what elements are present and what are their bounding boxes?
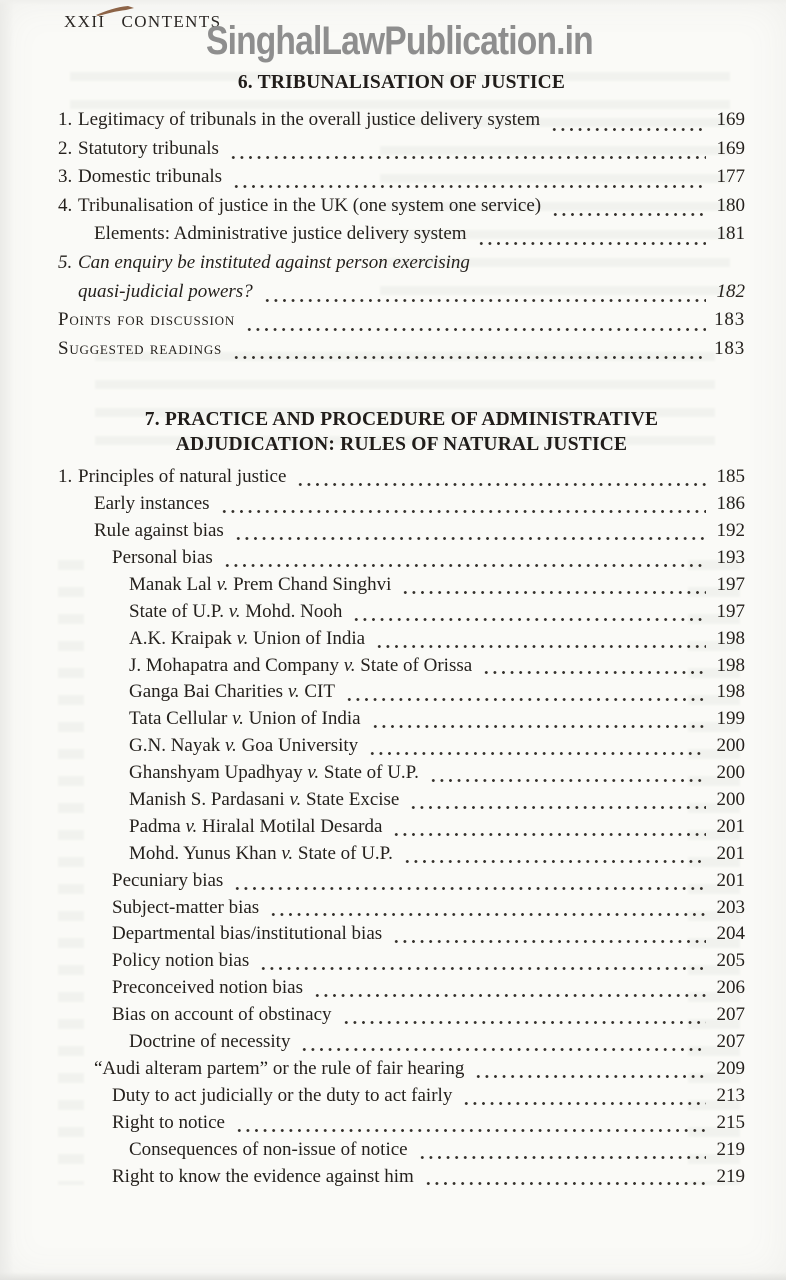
toc-entry-page: 193 (716, 547, 745, 569)
toc-entry-label: Right to notice (112, 1111, 225, 1133)
dot-leader (229, 156, 706, 159)
dot-leader (368, 752, 706, 755)
versus-abbrev: v. (307, 762, 320, 784)
toc-entry-label: Bias on account of obstinacy (112, 1004, 332, 1026)
dot-leader (371, 725, 706, 728)
dot-leader (232, 356, 706, 359)
dot-leader (220, 510, 706, 513)
toc-entry (58, 628, 745, 655)
dot-leader (551, 213, 706, 216)
toc-entry-label: Duty to act judicially or the duty to act fairly (112, 1084, 453, 1106)
dot-leader (392, 833, 706, 836)
dot-leader (296, 483, 706, 486)
dot-leader (263, 299, 706, 302)
toc-entry (58, 843, 745, 870)
toc-entry-number: 1. (58, 109, 73, 130)
toc-entry-label: Subject-matter bias (112, 896, 260, 918)
toc-entry-label: Early instances (94, 493, 210, 515)
toc-entry-label: Domestic tribunals (78, 166, 223, 188)
toc-entry (58, 547, 745, 574)
section-7-entries (58, 466, 745, 1192)
toc-entry (58, 1139, 745, 1166)
toc-entry-label: Ganga Bai Charities v. CIT (129, 681, 335, 703)
toc-entry-label: Personal bias (112, 547, 213, 569)
toc-entry-page: 197 (716, 573, 745, 595)
versus-abbrev: v. (232, 708, 244, 730)
toc-entry-label: “Audi alteram partem” or the rule of fair hearing (94, 1057, 465, 1079)
toc-entry (58, 1166, 745, 1193)
toc-entry-page: 186 (716, 493, 745, 515)
versus-abbrev: v. (287, 681, 300, 703)
toc-entry-label: Can enquiry be instituted against person exercising (78, 251, 470, 273)
page-bottom-edge-shadow (0, 1272, 786, 1280)
toc-entry-label: Padma v. Hiralal Motilal Desarda (129, 815, 383, 837)
dot-leader (342, 1021, 706, 1024)
toc-entry-page: 183 (714, 337, 745, 359)
section-6-entries (58, 109, 745, 366)
toc-entry-label: G.N. Nayak v. Goa University (129, 735, 359, 757)
toc-entry-label: Tata Cellular v. Union of India (129, 708, 361, 730)
toc-entry-page: 201 (716, 815, 745, 837)
toc-entry-page: 219 (716, 1138, 745, 1160)
toc-entry-label: Points for discussion (58, 309, 236, 331)
toc-entry-page: 200 (716, 762, 745, 784)
toc-entry-page: 197 (716, 600, 745, 622)
toc-entry-page: 185 (716, 466, 745, 488)
toc-entry (58, 493, 745, 520)
dot-leader (269, 913, 706, 916)
toc-entry (58, 1112, 745, 1139)
toc-entry (58, 735, 745, 762)
toc-entry (58, 1031, 745, 1058)
toc-entry-label: Policy notion bias (112, 950, 250, 972)
toc-entry-label: Pecuniary bias (112, 869, 224, 891)
section-heading-line: ADJUDICATION: RULES OF NATURAL JUSTICE (175, 434, 628, 456)
toc-entry-number: 4. (58, 194, 73, 216)
toc-entry-label: Legitimacy of tribunals in the overall justice delivery system (78, 109, 541, 130)
toc-entry-label: Principles of natural justice (78, 466, 287, 488)
toc-entry (58, 655, 745, 682)
dot-leader (313, 994, 706, 997)
dot-leader (401, 591, 706, 594)
toc-entry (58, 950, 745, 977)
toc-entry-label: Preconceived notion bias (112, 977, 304, 999)
versus-abbrev: v. (225, 735, 237, 757)
versus-abbrev: v. (236, 627, 249, 649)
dot-leader (233, 887, 706, 890)
dot-leader (418, 1156, 706, 1159)
toc-entry (58, 977, 745, 1004)
toc-entry-page: 200 (716, 789, 745, 811)
dot-leader (375, 645, 706, 648)
section-heading-line: 6. TRIBUNALISATION OF JUSTICE (237, 72, 566, 93)
toc-entry-label: Right to know the evidence against him (112, 1165, 414, 1187)
versus-abbrev: v. (185, 815, 198, 837)
dot-leader (223, 564, 706, 567)
toc-entry-page: 204 (716, 923, 745, 945)
toc-entry-label: Rule against bias (94, 520, 224, 542)
section-7-heading (58, 407, 745, 457)
toc-entry-label: Manish S. Pardasani v. State Excise (129, 789, 400, 811)
toc-entry (58, 923, 745, 950)
toc-entry-label: Statutory tribunals (78, 137, 219, 159)
toc-entry-label: Consequences of non-issue of notice (129, 1138, 408, 1160)
toc-entry-page: 198 (716, 654, 745, 676)
dot-leader (462, 1102, 706, 1105)
toc-entry-label: Ghanshyam Upadhyay v. State of U.P. (129, 762, 419, 784)
section-6-heading (58, 70, 745, 95)
toc-entry (58, 789, 745, 816)
toc-entry-page: 169 (716, 109, 745, 130)
running-head-title: CONTENTS (121, 12, 222, 31)
toc-entry-page: 169 (716, 137, 745, 159)
dot-leader (477, 242, 706, 245)
toc-entry-page: 199 (716, 708, 745, 730)
toc-entry-page: 181 (716, 223, 745, 245)
toc-entry (58, 195, 745, 224)
toc-entry (58, 223, 745, 252)
toc-entry (58, 870, 745, 897)
toc-entry (58, 252, 745, 281)
toc-entry (58, 708, 745, 735)
toc-entry (58, 762, 745, 789)
toc-entry-number: 1. (58, 466, 73, 488)
toc-entry (58, 309, 745, 338)
dot-leader (403, 860, 706, 863)
toc-entry (58, 109, 745, 138)
toc-entry (58, 574, 745, 601)
toc-entry-label: State of U.P. v. Mohd. Nooh (129, 600, 343, 622)
toc-entry (58, 1085, 745, 1112)
toc-entry-number: 5. (58, 251, 73, 273)
toc-entry-number: 2. (58, 137, 73, 159)
toc-entry-page: 201 (716, 869, 745, 891)
toc-entry-label: Elements: Administrative justice delivery system (94, 223, 467, 245)
toc-entry (58, 466, 745, 493)
toc-entry-page: 205 (716, 950, 745, 972)
publisher-watermark: SinghalLawPublication.in (206, 19, 593, 63)
dot-leader (345, 698, 706, 701)
section-heading-line: 7. PRACTICE AND PROCEDURE OF ADMINISTRATIVE (144, 409, 659, 431)
versus-abbrev: v. (228, 600, 241, 622)
toc-entry (58, 138, 745, 167)
dot-leader (550, 128, 706, 131)
toc-entry-label: Manak Lal v. Prem Chand Singhvi (129, 573, 392, 595)
dot-leader (352, 618, 706, 621)
dot-leader (234, 537, 706, 540)
folio-page-label: XXII (64, 12, 106, 31)
toc-entry-page: 198 (716, 627, 745, 649)
toc-entry-page: 180 (716, 194, 745, 216)
toc-entry-label: Departmental bias/institutional bias (112, 923, 383, 945)
toc-entry (58, 681, 745, 708)
toc-entry (58, 338, 745, 367)
toc-entry-page: 219 (716, 1165, 745, 1187)
versus-abbrev: v. (289, 789, 302, 811)
dot-leader (482, 671, 706, 674)
dot-leader (235, 1129, 706, 1132)
toc-entry-label: Tribunalisation of justice in the UK (one system one service) (78, 194, 542, 216)
dot-leader (259, 967, 706, 970)
section-6 (58, 70, 745, 366)
versus-abbrev: v. (343, 654, 356, 676)
toc-entry-label: Mohd. Yunus Khan v. State of U.P. (129, 842, 393, 864)
toc-entry (58, 1058, 745, 1085)
toc-entry-label: quasi-judicial powers? (78, 280, 253, 302)
toc-entry (58, 816, 745, 843)
toc-entry-label: A.K. Kraipak v. Union of India (129, 627, 366, 649)
toc-entry-label: Doctrine of necessity (129, 1031, 291, 1053)
toc-entry-page: 207 (716, 1004, 745, 1026)
toc-entry-page: 209 (716, 1057, 745, 1079)
toc-entry-page: 198 (716, 681, 745, 703)
toc-entry (58, 897, 745, 924)
toc-entry-page: 213 (716, 1084, 745, 1106)
dot-leader (392, 940, 706, 943)
toc-entry-page: 206 (716, 977, 745, 999)
dot-leader (245, 328, 706, 331)
toc-entry-page: 192 (716, 520, 745, 542)
toc-entry-page: 200 (716, 735, 745, 757)
dot-leader (232, 185, 706, 188)
toc-entry-page: 182 (716, 280, 745, 302)
dot-leader (409, 806, 706, 809)
toc-entry-page: 215 (716, 1111, 745, 1133)
toc-entry-page: 203 (716, 896, 745, 918)
toc-entry-page: 177 (716, 166, 745, 188)
toc-entry-label: J. Mohapatra and Company v. State of Orissa (129, 654, 473, 676)
toc-entry (58, 166, 745, 195)
toc-sections (58, 0, 745, 1192)
toc-entry (58, 520, 745, 547)
toc-entry-page: 201 (716, 842, 745, 864)
toc-entry-label: Suggested readings (58, 337, 223, 359)
toc-entry-page: 183 (714, 309, 745, 331)
dot-leader (474, 1075, 706, 1078)
toc-entry (58, 1004, 745, 1031)
section-7 (58, 407, 745, 1192)
toc-entry-page: 207 (716, 1031, 745, 1053)
dot-leader (424, 1182, 706, 1185)
dot-leader (300, 1048, 706, 1051)
dot-leader (429, 779, 706, 782)
toc-entry-number: 3. (58, 166, 73, 188)
page-left-edge-shadow (0, 0, 14, 1280)
toc-entry (58, 281, 745, 310)
toc-entry (58, 601, 745, 628)
versus-abbrev: v. (281, 842, 294, 864)
versus-abbrev: v. (216, 573, 229, 595)
